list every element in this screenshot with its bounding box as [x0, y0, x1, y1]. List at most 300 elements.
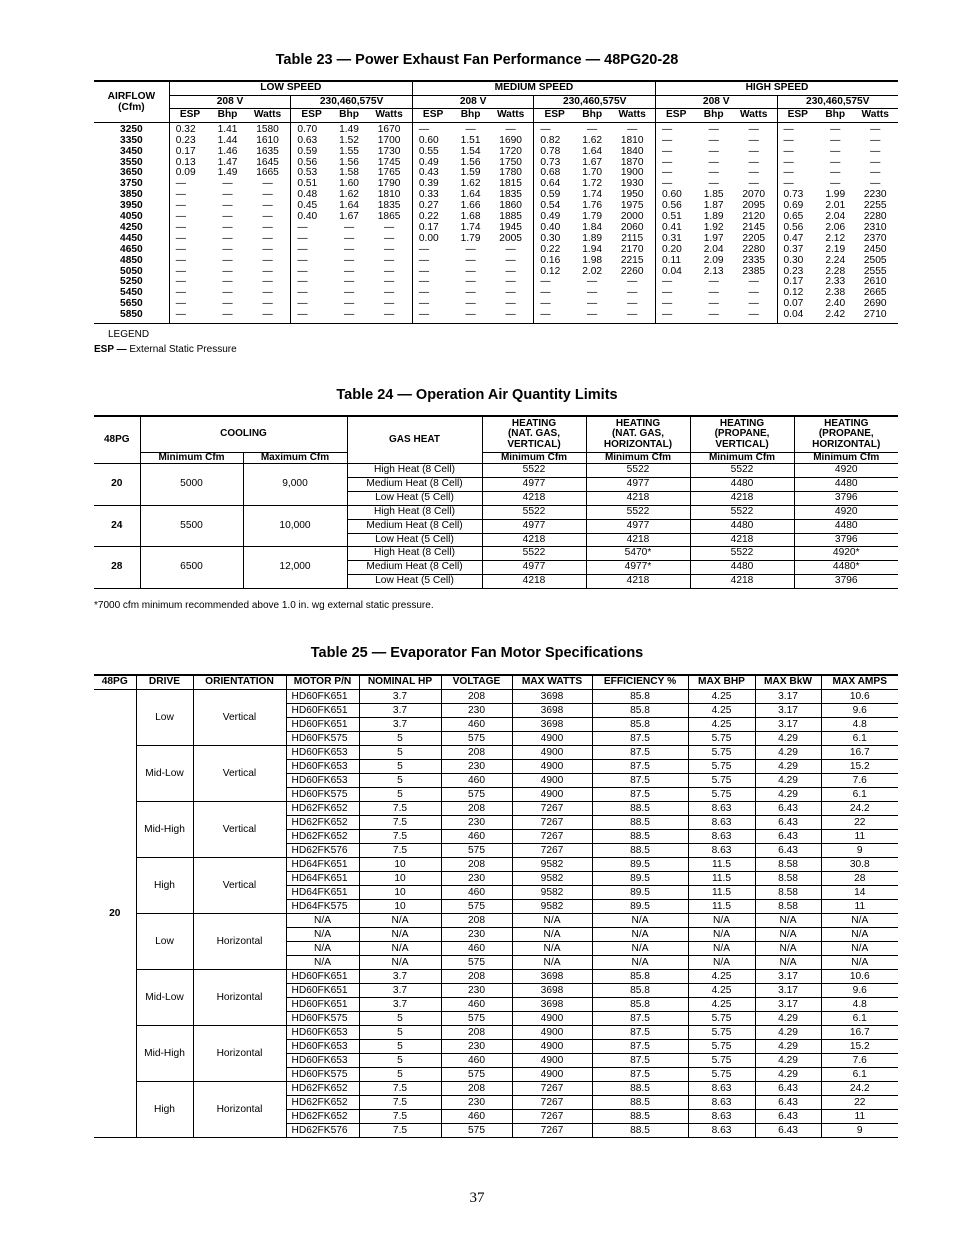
drive-cell: Mid-High — [136, 1025, 193, 1081]
data-cell: 2.06 — [825, 221, 846, 233]
data-cell: N/A — [821, 927, 898, 941]
data-cell: 3698 — [512, 703, 592, 717]
data-cell: 87.5 — [592, 1067, 688, 1081]
heating-cell: 3796 — [794, 491, 898, 505]
motor-pn-cell: HD60FK651 — [286, 717, 359, 731]
data-cell: — — [262, 265, 273, 277]
data-cell: — — [291, 267, 332, 278]
min-cfm-cell: 5500 — [140, 505, 243, 547]
data-cell: 0.78 — [534, 147, 575, 158]
heating-cell: 4920 — [794, 464, 898, 478]
table-row — [94, 464, 898, 478]
airflow-cell: 5250 — [120, 276, 143, 288]
data-cell: 8.63 — [688, 801, 755, 815]
data-cell: 2310 — [863, 221, 887, 233]
data-cell: — — [534, 122, 575, 135]
data-cell: 1.89 — [582, 232, 603, 244]
data-cell: 0.51 — [655, 212, 696, 223]
data-cell: 1.94 — [582, 243, 603, 255]
data-cell: — — [291, 299, 332, 310]
data-cell: 0.09 — [169, 168, 210, 179]
data-cell: 4.29 — [755, 1053, 821, 1067]
orientation-cell: Vertical — [193, 801, 286, 857]
data-cell: 11 — [821, 899, 898, 913]
data-cell: — — [748, 298, 759, 310]
data-cell: 3.7 — [359, 983, 441, 997]
data-cell: 2.04 — [825, 211, 846, 223]
data-cell: 5 — [359, 1011, 441, 1025]
table-row — [94, 245, 898, 256]
data-cell: 3.17 — [755, 689, 821, 703]
data-cell: 3.7 — [359, 969, 441, 983]
h3-min-cfm-header: Minimum Cfm — [690, 452, 794, 464]
data-cell: 88.5 — [592, 1081, 688, 1095]
data-cell: — — [383, 243, 395, 255]
data-cell: — — [587, 298, 598, 310]
table-row — [94, 801, 898, 815]
data-cell: 1885 — [499, 211, 522, 223]
table-row — [94, 158, 898, 169]
heating-cell: 4218 — [586, 575, 690, 589]
column-header-bhp: Bhp — [575, 109, 609, 123]
data-cell: 1.62 — [339, 189, 359, 201]
table-row — [94, 1081, 898, 1095]
data-cell: 1.66 — [460, 200, 481, 212]
motor-pn-cell: HD60FK651 — [286, 689, 359, 703]
unit-cell: 20 — [94, 464, 140, 506]
data-cell: N/A — [512, 955, 592, 969]
data-cell: — — [222, 178, 233, 190]
airflow-header-text: AIRFLOW (Cfm) — [107, 90, 156, 113]
data-cell: 7267 — [512, 815, 592, 829]
gas-heat-cell: Low Heat (5 Cell) — [347, 491, 482, 505]
data-cell: — — [222, 200, 233, 212]
table-24-footnote: *7000 cfm minimum recommended above 1.0 in. wg external static pressure. — [94, 600, 434, 611]
data-cell: — — [291, 310, 332, 323]
column-header-esp: ESP — [291, 109, 332, 123]
drive-cell: Mid-Low — [136, 969, 193, 1025]
motor-pn-cell: HD62FK652 — [286, 801, 359, 815]
data-cell: 230 — [441, 815, 512, 829]
motor-pn-cell: HD64FK651 — [286, 857, 359, 871]
data-cell: 1975 — [620, 200, 644, 212]
airflow-cell: 4450 — [120, 232, 143, 244]
data-cell: 1835 — [377, 200, 401, 212]
data-cell: — — [505, 298, 516, 310]
data-cell: 4.25 — [688, 983, 755, 997]
table-row — [94, 1025, 898, 1039]
data-cell: 2370 — [863, 232, 887, 244]
data-cell: 1.85 — [703, 189, 724, 201]
data-cell: — — [465, 287, 476, 299]
data-cell: — — [465, 298, 476, 310]
data-cell: N/A — [359, 941, 441, 955]
data-cell: 2.09 — [703, 254, 724, 266]
data-cell: 16.7 — [821, 745, 898, 759]
data-cell: 6.43 — [755, 801, 821, 815]
data-cell: 1635 — [256, 145, 279, 157]
data-cell: — — [708, 123, 719, 135]
data-cell: 0.07 — [777, 299, 818, 310]
data-cell: — — [383, 287, 395, 299]
data-cell: N/A — [592, 913, 688, 927]
data-cell: — — [830, 178, 841, 190]
data-cell: 1.64 — [339, 200, 359, 212]
data-cell: 1.44 — [217, 134, 238, 146]
data-cell: 460 — [441, 997, 512, 1011]
data-cell: 4900 — [512, 1067, 592, 1081]
data-cell: 230 — [441, 983, 512, 997]
data-cell: 4.29 — [755, 1039, 821, 1053]
motor-pn-cell: HD62FK652 — [286, 1095, 359, 1109]
drive-cell: Mid-Low — [136, 745, 193, 801]
heating-cell: 4480 — [794, 477, 898, 491]
data-cell: — — [222, 221, 233, 233]
data-cell: 2000 — [620, 211, 644, 223]
data-cell: N/A — [512, 913, 592, 927]
data-cell: N/A — [359, 927, 441, 941]
data-cell: — — [708, 167, 719, 179]
legend-title: LEGEND — [108, 329, 150, 340]
data-cell: 208 — [441, 801, 512, 815]
data-cell: 1.74 — [582, 189, 603, 201]
data-cell: 2070 — [742, 189, 766, 201]
table-row — [94, 310, 898, 323]
data-cell: N/A — [512, 927, 592, 941]
data-cell: 1.51 — [460, 134, 481, 146]
voltage-header: 208 V — [412, 95, 534, 109]
data-cell: 88.5 — [592, 1123, 688, 1137]
heating-propane-horizontal-header — [794, 416, 898, 452]
data-cell: 208 — [441, 969, 512, 983]
data-cell: — — [505, 287, 516, 299]
data-cell: 1790 — [377, 178, 401, 190]
data-cell: — — [708, 276, 719, 288]
data-cell: 1.97 — [703, 232, 724, 244]
data-cell: 1745 — [377, 156, 401, 168]
data-cell: 575 — [441, 899, 512, 913]
data-cell: 3.17 — [755, 969, 821, 983]
data-cell: — — [262, 309, 273, 321]
orientation-cell: Vertical — [193, 857, 286, 913]
data-cell: — — [412, 267, 453, 278]
cooling-header: COOLING — [140, 416, 347, 452]
gas-heat-header: GAS HEAT — [347, 416, 482, 464]
data-cell: 1.56 — [339, 156, 359, 168]
data-cell: 6.43 — [755, 815, 821, 829]
data-cell: 0.56 — [655, 201, 696, 212]
column-header-bhp: Bhp — [332, 109, 366, 123]
data-cell: — — [627, 287, 638, 299]
data-cell: 4900 — [512, 745, 592, 759]
data-cell: 575 — [441, 955, 512, 969]
data-cell: 460 — [441, 1109, 512, 1123]
data-cell: 0.17 — [169, 147, 210, 158]
data-cell: 4.29 — [755, 745, 821, 759]
data-cell: — — [748, 287, 759, 299]
data-cell: — — [870, 167, 881, 179]
data-cell: 9.6 — [821, 983, 898, 997]
data-cell: — — [412, 299, 453, 310]
column-header-esp: ESP — [169, 109, 210, 123]
data-cell: 8.58 — [755, 871, 821, 885]
data-cell: — — [748, 167, 759, 179]
data-cell: 1.68 — [460, 211, 481, 223]
data-cell: 8.58 — [755, 899, 821, 913]
data-cell: — — [343, 287, 355, 299]
column-header-esp: ESP — [777, 109, 818, 123]
motor-pn-cell: HD64FK651 — [286, 885, 359, 899]
heating-cell: 4977* — [586, 561, 690, 575]
data-cell: 0.55 — [412, 147, 453, 158]
data-cell: — — [383, 221, 395, 233]
data-cell: 0.45 — [291, 201, 332, 212]
data-cell: — — [291, 256, 332, 267]
heating-cell: 4977 — [586, 519, 690, 533]
data-cell: 1.84 — [582, 221, 603, 233]
data-cell: 1.74 — [460, 221, 481, 233]
data-cell: 1.60 — [339, 178, 359, 190]
orientation-cell: Vertical — [193, 745, 286, 801]
legend-key: ESP — — [94, 344, 127, 355]
data-cell: — — [777, 179, 818, 190]
data-cell: 0.82 — [534, 136, 575, 147]
data-cell: 2.24 — [825, 254, 846, 266]
data-cell: 2005 — [499, 232, 522, 244]
data-cell: — — [222, 287, 233, 299]
data-cell: 0.32 — [169, 122, 210, 135]
data-cell: 0.48 — [291, 190, 332, 201]
data-cell: N/A — [821, 913, 898, 927]
table-row — [94, 913, 898, 927]
data-cell: 575 — [441, 1123, 512, 1137]
data-cell: 6.1 — [821, 1067, 898, 1081]
table-row — [94, 190, 898, 201]
page-number: 37 — [469, 1190, 485, 1206]
data-cell: 0.40 — [291, 212, 332, 223]
data-cell: 2385 — [742, 265, 766, 277]
data-cell: — — [383, 276, 395, 288]
unit-cell: 24 — [94, 505, 140, 547]
motor-pn-cell: HD62FK576 — [286, 843, 359, 857]
data-cell: 1.49 — [339, 123, 359, 135]
data-cell: 4900 — [512, 773, 592, 787]
data-cell: — — [748, 123, 759, 135]
data-cell: 5 — [359, 745, 441, 759]
data-cell: — — [870, 134, 881, 146]
airflow-cell: 4050 — [120, 211, 143, 223]
data-cell: 208 — [441, 1081, 512, 1095]
unit-cell: 20 — [94, 689, 136, 1137]
data-cell: 1810 — [377, 189, 401, 201]
motor-pn-cell: HD60FK653 — [286, 745, 359, 759]
data-cell: 0.64 — [534, 179, 575, 190]
orientation-cell: Horizontal — [193, 969, 286, 1025]
data-cell: — — [655, 122, 696, 135]
data-cell: 88.5 — [592, 843, 688, 857]
data-cell: N/A — [755, 941, 821, 955]
column-header-watts: Watts — [609, 109, 655, 123]
table-24 — [94, 415, 898, 589]
heating-cell: 4218 — [690, 491, 794, 505]
data-cell: 2.12 — [825, 232, 846, 244]
gas-heat-cell: Medium Heat (8 Cell) — [347, 561, 482, 575]
data-cell: 30.8 — [821, 857, 898, 871]
data-cell: — — [708, 134, 719, 146]
column-header-bhp: Bhp — [696, 109, 730, 123]
data-cell: 2095 — [742, 200, 766, 212]
data-cell: 14 — [821, 885, 898, 899]
data-cell: — — [343, 309, 355, 321]
data-cell: 208 — [441, 857, 512, 871]
data-cell: 1835 — [499, 189, 522, 201]
column-header-bhp: Bhp — [453, 109, 487, 123]
data-cell: 1.72 — [582, 178, 603, 190]
column-header: 48PG — [94, 675, 136, 689]
data-cell: 0.27 — [412, 201, 453, 212]
data-cell: 8.63 — [688, 1123, 755, 1137]
data-cell: 5.75 — [688, 731, 755, 745]
table-23 — [94, 80, 898, 324]
data-cell: — — [748, 178, 759, 190]
data-cell: — — [777, 168, 818, 179]
data-cell: 2115 — [621, 232, 644, 244]
column-header-watts: Watts — [245, 109, 291, 123]
data-cell: 4.29 — [755, 773, 821, 787]
data-cell: 5 — [359, 1039, 441, 1053]
voltage-header: 208 V — [169, 95, 291, 109]
data-cell: — — [262, 200, 273, 212]
table-row — [94, 234, 898, 245]
data-cell: 208 — [441, 745, 512, 759]
data-cell: 8.63 — [688, 815, 755, 829]
data-cell: 10 — [359, 885, 441, 899]
data-cell: — — [222, 189, 233, 201]
data-cell: — — [343, 232, 355, 244]
gas-heat-cell: Low Heat (5 Cell) — [347, 575, 482, 589]
data-cell: 89.5 — [592, 899, 688, 913]
data-cell: 230 — [441, 703, 512, 717]
data-cell: 2.42 — [825, 309, 846, 321]
data-cell: 87.5 — [592, 1025, 688, 1039]
data-cell: 85.8 — [592, 997, 688, 1011]
airflow-cell: 3450 — [120, 145, 143, 157]
data-cell: 1810 — [620, 134, 644, 146]
heating-cell: 4977 — [586, 477, 690, 491]
data-cell: N/A — [359, 913, 441, 927]
data-cell: 575 — [441, 731, 512, 745]
data-cell: — — [262, 178, 273, 190]
airflow-cell: 5450 — [120, 287, 143, 299]
data-cell: — — [412, 256, 453, 267]
data-cell: 24.2 — [821, 801, 898, 815]
data-cell: 0.22 — [412, 212, 453, 223]
data-cell: 575 — [441, 1067, 512, 1081]
data-cell: 7267 — [512, 843, 592, 857]
data-cell: N/A — [821, 955, 898, 969]
data-cell: — — [262, 211, 273, 223]
column-header: ORIENTATION — [193, 675, 286, 689]
data-cell: 5 — [359, 1053, 441, 1067]
cooling-max-cfm-header: Maximum Cfm — [243, 452, 347, 464]
data-cell: 0.17 — [412, 223, 453, 234]
column-header: MAX BHP — [688, 675, 755, 689]
data-cell: 6.1 — [821, 1011, 898, 1025]
airflow-cell: 5650 — [120, 298, 143, 310]
data-cell: 1730 — [377, 145, 401, 157]
data-cell: 4.25 — [688, 717, 755, 731]
motor-pn-cell: HD60FK653 — [286, 1039, 359, 1053]
heating-cell: 5470* — [586, 547, 690, 561]
heating-cell: 4480 — [690, 477, 794, 491]
heating-cell: 4920* — [794, 547, 898, 561]
data-cell: — — [655, 277, 696, 288]
orientation-cell: Vertical — [193, 689, 286, 745]
data-cell: 460 — [441, 717, 512, 731]
data-cell: — — [291, 223, 332, 234]
data-cell: — — [343, 276, 355, 288]
data-cell: 1945 — [499, 221, 522, 233]
data-cell: 230 — [441, 1039, 512, 1053]
motor-pn-cell: HD60FK575 — [286, 731, 359, 745]
data-cell: — — [465, 254, 476, 266]
data-cell: — — [169, 310, 210, 323]
data-cell: 4.29 — [755, 731, 821, 745]
data-cell: 9582 — [512, 885, 592, 899]
data-cell: 11 — [821, 1109, 898, 1123]
data-cell: — — [830, 145, 841, 157]
orientation-cell: Horizontal — [193, 1025, 286, 1081]
data-cell: — — [343, 221, 355, 233]
heating-cell: 5522 — [482, 547, 586, 561]
data-cell: — — [587, 123, 598, 135]
data-cell: 230 — [441, 871, 512, 885]
data-cell: 3698 — [512, 969, 592, 983]
data-cell: 0.49 — [534, 212, 575, 223]
data-cell: — — [708, 298, 719, 310]
motor-pn-cell: N/A — [286, 955, 359, 969]
data-cell: — — [291, 288, 332, 299]
data-cell: — — [748, 276, 759, 288]
data-cell: 0.47 — [777, 234, 818, 245]
data-cell: 7267 — [512, 1095, 592, 1109]
data-cell: 1670 — [377, 123, 401, 135]
data-cell: — — [343, 265, 355, 277]
data-cell: 7.5 — [359, 815, 441, 829]
data-cell: 0.11 — [655, 256, 696, 267]
data-cell: 87.5 — [592, 745, 688, 759]
data-cell: N/A — [755, 913, 821, 927]
data-cell: 0.60 — [655, 190, 696, 201]
data-cell: 0.00 — [412, 234, 453, 245]
column-header-esp: ESP — [655, 109, 696, 123]
data-cell: 2280 — [742, 243, 766, 255]
column-header-bhp: Bhp — [210, 109, 244, 123]
data-cell: 0.20 — [655, 245, 696, 256]
data-cell: N/A — [755, 955, 821, 969]
data-cell: 2.28 — [825, 265, 846, 277]
data-cell: 87.5 — [592, 787, 688, 801]
table-row — [94, 857, 898, 871]
data-cell: 575 — [441, 843, 512, 857]
data-cell: — — [343, 243, 355, 255]
table-row — [94, 689, 898, 703]
data-cell: 7267 — [512, 1109, 592, 1123]
data-cell: — — [655, 168, 696, 179]
data-cell: — — [222, 276, 233, 288]
data-cell: 5.75 — [688, 745, 755, 759]
data-cell: 6.43 — [755, 1081, 821, 1095]
